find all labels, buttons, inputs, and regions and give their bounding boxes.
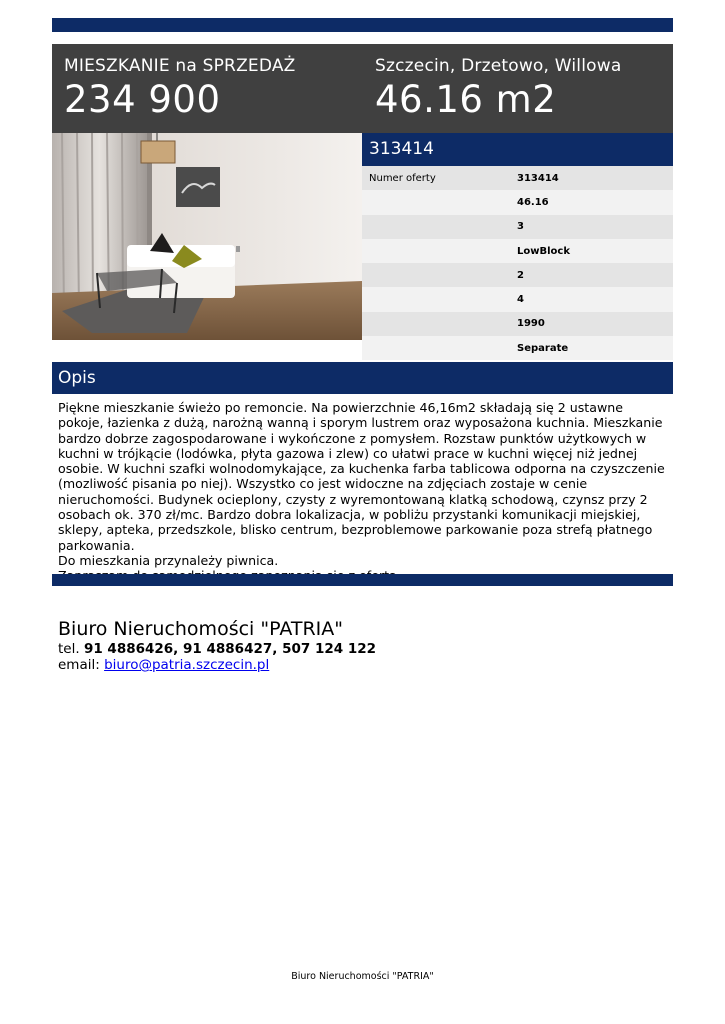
- row-value: 2: [517, 269, 524, 281]
- row-value: 4: [517, 294, 524, 306]
- row-value: 46.16: [517, 196, 549, 208]
- table-row: [362, 263, 673, 287]
- description-text: Piękne mieszkanie świeżo po remoncie. Na powierzchnie 46,16m2 składają się 2 ustawne pokoje, łazienka z dużą, narożną wanną i sporym lustrem oraz wyposażona kuchnia. Mieszkanie bardzo dobrze zagospodarowane i wykończone z pomysłem. Rozstaw punktów użytkowych w kuchni w trójkącie (lodówka, płyta gazowa i zlew) co ułatwi prace w kuchni więcej niż jednej osobie. W kuchni szafki wolnodomykające, za kuchenka farba tablicowa odporna na czyszczenie (mozliwość pisania po niej). Wszystko co jest widoczne na zdjęciach zostaje w cenie nieruchomości. Budynek ocieplony, czysty z wyremontowaną klatką schodową, czynsz przy 2 osobach ok. 370 zł/mc. Bardzo dobra lokalizacja, w pobliżu przystanki komunikacji miejskiej, sklepy, apteka, przedszkole, blisko centrum, bezproblemowe parkowanie poza strefą płatnego parkowania. Do mieszkania przynależy piwnica.: [58, 400, 665, 568]
- agency-contact: [58, 617, 376, 673]
- description-title: Opis: [52, 362, 673, 394]
- offer-id-title: 313414: [362, 133, 673, 166]
- table-row: [362, 190, 673, 214]
- agency-phone-line: [58, 641, 376, 657]
- offer-type: MIESZKANIE na SPRZEDAŻ: [64, 56, 296, 76]
- table-row: [362, 287, 673, 311]
- table-row: [362, 239, 673, 263]
- phone-label: tel.: [58, 641, 84, 657]
- location: Szczecin, Drzetowo, Willowa: [375, 56, 622, 76]
- agency-email-line: [58, 657, 376, 673]
- header-right: [375, 56, 621, 122]
- row-label: Numer oferty: [369, 172, 436, 184]
- row-value: 3: [517, 221, 524, 233]
- table-row: [362, 166, 673, 190]
- bottom-accent-bar: [52, 574, 673, 586]
- header-left: [64, 56, 296, 122]
- footer-text: Biuro Nieruchomości "PATRIA": [291, 971, 434, 982]
- phone-numbers: 91 4886426, 91 4886427, 507 124 122: [83, 641, 377, 657]
- row-value: Separate: [517, 342, 569, 354]
- table-row: [362, 312, 673, 336]
- price: 234 900: [64, 78, 221, 121]
- row-value: 1990: [517, 318, 545, 330]
- table-row: [362, 215, 673, 239]
- agency-name: Biuro Nieruchomości "PATRIA": [58, 618, 344, 640]
- email-link[interactable]: biuro@patria.szczecin.pl: [104, 657, 270, 673]
- row-value: 313414: [517, 172, 559, 184]
- apartment-photo: [52, 133, 362, 340]
- email-label: email:: [58, 657, 105, 673]
- top-accent-bar: [52, 18, 673, 32]
- row-value: LowBlock: [517, 245, 570, 257]
- details-table: [362, 166, 673, 360]
- table-row: [362, 336, 673, 360]
- offer-header: [52, 44, 673, 133]
- area: 46.16 m2: [375, 78, 557, 121]
